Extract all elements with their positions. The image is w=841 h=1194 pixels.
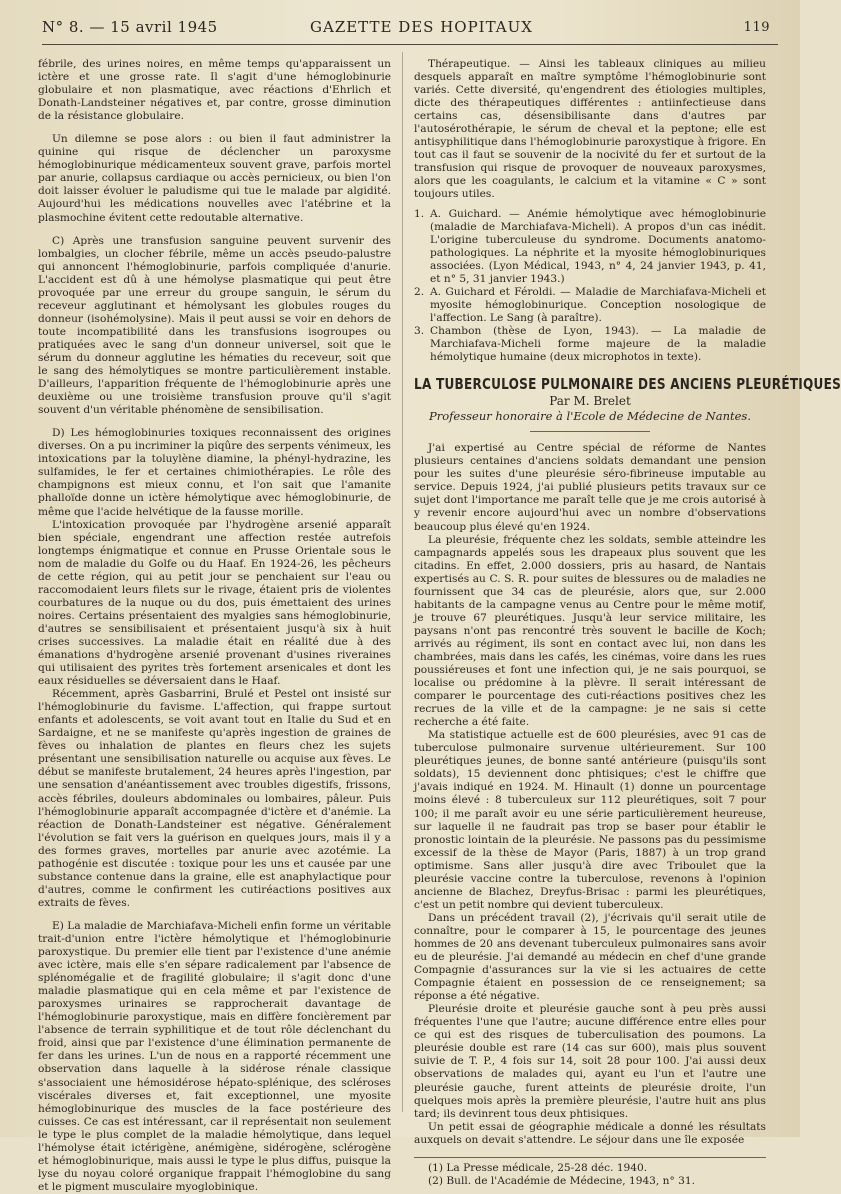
journal-title: GAZETTE DES HOPITAUX (310, 18, 533, 36)
section-e: E) La maladie de Marchiafava-Micheli enfin forme un véritable trait-d'union entre l'ictère hémolytique et l'hémoglobinurie paroxystique. Du premier elle tient par l'existence d'une anémie avec ictère, mais elle s'en sépare radicalement par l'absence de splénomégalie et de fragilité globulaire; il s'agit donc d'une maladie plasmatique qui en cela même et par l'existence de paroxysmes urinaires se rapprocherait davantage de l'hémoglobinurie paroxystique, mais en diffère foncièrement par l'absence de terrain syphilitique et de tout rôle déclenchant du froid, ainsi que par l'existence d'une élimination permanente de fer dans les urines. L'un de nous en a rapporté récemment une observation dans laquelle à la sidérose rénale classique s'associaient une hémosidérose hépato-splénique, des scléroses viscérales diverses et, fait exceptionnel, une myosite hémoglobinurique des muscles de la face postérieure des cuisses. Ce cas est intéressant, car il représentait non seulement le type le plus complet de la maladie hémolytique, dans lequel l'hémolyse était ictérigène, anémigène, sidérogène, sclérogène et hémoglobinurique, mais aussi le type le plus diffus, puisque la lyse du noyau coloré organique frappait l'hémoglobine du sang et le pigment musculaire myoglobinique. (38, 919, 391, 1193)
references-list (414, 208, 766, 365)
issue-date: N° 8. — 15 avril 1945 (42, 18, 218, 36)
article-paragraph: Ma statistique actuelle est de 600 pleurésies, avec 91 cas de tuberculose pulmonaire survenue ultérieurement. Sur 100 pleurétiques jeunes, de bonne santé antérieure (puisqu'ils sont soldats), 15 deviennent donc phtisiques; c'est le chiffre que j'avais indiqué en 1924. M. Hinault (1) donne un pourcentage moins élevé : 8 tuberculeux sur 112 pleurétiques, soit 7 pour 100; il me paraît avoir eu une série particulièrement heureuse, sur laquelle il ne faudrait pas trop se baser pour établir le pronostic lointain de la pleurésie. Ne passons pas du pessimisme excessif de la thèse de Mayor (Paris, 1887) à un trop grand optimisme. Sans aller jusqu'à dire avec Triboulet que la pleurésie vaccine contre la tuberculose, revenons à l'opinion ancienne de Blachez, Dreyfus-Brisac : parmi les pleurétiques, c'est un petit nombre qui devient tuberculeux. (414, 729, 766, 911)
paragraph: Un dilemne se pose alors : ou bien il faut administrer la quinine qui risque de déclencher un paroxysme hémoglobinurique médicamenteux souvent grave, parfois mortel par anurie, collapsus cardiaque ou accès pernicieux, ou bien l'on doit laisser évoluer le paludisme qui tue le malade par algidité. Aujourd'hui les médications nouvelles avec l'atébrine et la plasmochine évitent cette redoutable alternative. (38, 133, 391, 224)
right-column (414, 58, 841, 1188)
reference-item: 3. Chambon (thèse de Lyon, 1943). — La maladie de Marchiafava-Micheli forme majeure de la maladie hémolytique humaine (deux microphotos in texte). (414, 324, 766, 364)
column-divider (402, 52, 403, 1112)
article-paragraph: Pleurésie droite et pleurésie gauche sont à peu près aussi fréquentes l'une que l'autre; aucune différence entre elles pour ce qui est des risques de tuberculisation des poumons. La pleurésie double est rare (14 cas sur 600), mais plus souvent suivie de T. P., 4 fois sur 14, soit 28 pour 100. J'ai aussi deux observations de malades qui, ayant eu l'un et l'autre une pleurésie gauche, furent atteints de pleurésie droite, l'un quelques mois après la première pleurésie, l'autre huit ans plus tard; ils devinrent tous deux phtisiques. (414, 1003, 766, 1120)
footnote: (2) Bull. de l'Académie de Médecine, 1943, n° 31. (428, 1174, 695, 1187)
footnotes (414, 1157, 766, 1188)
section-d: D) Les hémoglobinuries toxiques reconnaissent des origines diverses. On a pu incriminer la piqûre des serpents vénimeux, les intoxications par la toluylène diamine, la phényl-hydrazine, les sulfamides, le fer et certaines chimiothérapies. Le rôle des champignons est mieux connu, et l'on sait que l'amanite phalloïde donne un ictère hémolytique avec hémoglobinurie, de même que l'acide helvétique de la fausse morille. (38, 427, 391, 518)
article-paragraph: La pleurésie, fréquente chez les soldats, semble atteindre les campagnards appelés sous les drapeaux plus souvent que les citadins. En effet, 2.000 dossiers, pris au hasard, de Nantais expertisés au C. S. R. pour suites de blessures ou de maladies ne fournissent que 34 cas de pleurésie, alors que, sur 2.000 habitants de la campagne venus au Centre pour le même motif, je trouve 67 pleurétiques. Jusqu'à leur service militaire, les paysans n'ont pas rencontré très souvent le bacille de Koch; arrivés au régiment, ils sont en contact avec lui, non dans les chambrées, mais dans les cafés, les cinémas, voire dans les rues poussiéreuses et font une infection qui, je ne sais pourquoi, se localise ou prédomine à la plèvre. Il serait intéressant de comparer le pourcentage des cuti-réactions positives chez les recrues de la ville et de la campagne: je ne sais si cette recherche a été faite. (414, 533, 766, 729)
article-paragraph: J'ai expertisé au Centre spécial de réforme de Nantes plusieurs centaines d'anciens soldats demandant une pension pour les suites d'une pleurésie séro-fibrineuse imputable au service. Depuis 1924, j'ai publié plusieurs petits travaux sur ce sujet dont l'importance me paraît telle que je me crois autorisé à y revenir encore aujourd'hui avec un nombre d'observations beaucoup plus élevé qu'en 1924. (414, 442, 766, 533)
page-number: 119 (743, 20, 770, 35)
left-column (38, 58, 391, 1194)
paragraph: Récemment, après Gasbarrini, Brulé et Pestel ont insisté sur l'hémoglobinurie du favisme. L'affection, qui frappe surtout enfants et adolescents, se voit avant tout en Italie du Sud et en Sardaigne, et ne se manifeste qu'après ingestion de graines de fèves ou inhalation de plantes en fleurs chez les sujets présentant une sensibilisation naturelle ou acquise aux fèves. Le début se manifeste brutalement, 24 heures après l'ingestion, par une sensation d'anéantissement avec troubles digestifs, frissons, accès fébriles, douleurs abdominales ou lombaires, pâleur. Puis l'hémoglobinurie apparaît accompagnée d'ictère et d'anémie. La réaction de Donath-Landsteiner est négative. Généralement l'évolution se fait vers la guérison en quelques jours, mais il y a des formes graves, mortelles par anurie avec azotémie. La pathogénie est discutée : toxique pour les uns et causée par une substance contenue dans la graine, elle est anaphylactique pour d'autres, comme le confirment les cutiréactions positives aux extraits de fèves. (38, 688, 391, 909)
article-author: Par M. Brelet (549, 394, 631, 409)
article-title: LA TUBERCULOSE PULMONAIRE DES ANCIENS PLEURÉTIQUES (414, 375, 841, 394)
reference-item: 1. A. Guichard. — Anémie hémolytique avec hémoglobinurie (maladie de Marchiafava-Micheli). A propos d'un cas inédit. L'origine tuberculeuse du syndrome. Documents anatomo-pathologiques. La néphrite et la myosite hémoglobinuriques associées. (Lyon Médical, 1943, n° 4, 24 janvier 1943, p. 41, et n° 5, 31 janvier 1943.) (414, 207, 766, 285)
page-header (42, 14, 778, 42)
header-rule (42, 44, 778, 45)
footnote: (1) La Presse médicale, 25-28 déc. 1940. (428, 1161, 648, 1174)
paragraph: fébrile, des urines noires, en même temps qu'apparaissent un ictère et une grosse rate. Il s'agit d'une hémoglobinurie globulaire et non plasmatique, avec réactions d'Ehrlich et Donath-Landsteiner négatives et, par contre, grosse diminution de la résistance globulaire. (38, 58, 391, 123)
article-paragraph: Dans un précédent travail (2), j'écrivais qu'il serait utile de connaître, pour le comparer à 15, le pourcentage des jeunes hommes de 20 ans devenant tuberculeux pulmonaires sans avoir eu de pleurésie. J'ai demandé au médecin en chef d'une grande Compagnie d'assurances sur la vie si les actuaires de cette Compagnie étaient en possession de ce renseignement; sa réponse a été négative. (414, 911, 766, 1003)
section-c: C) Après une transfusion sanguine peuvent survenir des lombalgies, un clocher fébrile, même un accès pseudo-palustre qui annoncent l'hémoglobinurie, parfois compliquée d'anurie. L'accident est dû à une hémolyse plasmatique qui peut être provoquée par une erreur du groupe sanguin, le sérum du receveur agglutinant et hémolysant les globules rouges du donneur (isohémolysine). Mais il peut aussi se voir en dehors de toute incompatibilité dans les transfusions isogroupes ou pratiquées avec le sang d'un donneur universel, soit que le sérum du donneur agglutine les hématies du receveur, soit que le sang des hémolytiques se montre particulièrement instable. D'ailleurs, l'apparition fréquente de l'hémoglobinurie après une deuxième ou une troisième transfusion prouve qu'il s'agit souvent d'un véritable phénomène de sensibilisation. (38, 234, 391, 417)
therapeutique-paragraph: Thérapeutique. — Ainsi les tableaux cliniques au milieu desquels apparaît en maître symptôme l'hémoglobinurie sont variés. Cette diversité, qu'engendrent des étiologies multiples, dicte des thérapeutiques différentes : antiinfectieuse dans certains cas, désensibilisante dans d'autres par l'autosérothérapie, le sérum de cheval et la peptone; elle est antisyphilitique dans l'hémoglobinurie paroxystique à frigore. En tout cas il faut se souvenir de la nocivité du fer et surtout de la transfusion qui risque de provoquer de nouveaux paroxysmes, alors que les coagulants, le calcium et la vitamine « C » sont toujours utiles. (414, 58, 766, 201)
author-affiliation: Professeur honoraire à l'Ecole de Médecine de Nantes. (429, 409, 751, 424)
reference-item: 2. A. Guichard et Féroldi. — Maladie de Marchiafava-Micheli et myosite hémoglobinurique. Conception nosologique de l'affection. Le Sang (à paraître). (414, 285, 766, 324)
article-rule (530, 431, 650, 432)
paragraph: L'intoxication provoquée par l'hydrogène arsenié apparaît bien spéciale, engendrant une affection restée autrefois longtemps énigmatique et connue en Prusse Orientale sous le nom de maladie du Golfe ou du Haaf. En 1924-26, les pêcheurs de cette région, qui au petit jour se penchaient sur l'eau ou raccomodaient leurs filets sur le rivage, étaient pris de violentes courbatures de la nuque ou du dos, puis émettaient des urines noires. Certains présentaient des myalgies sans hémoglobinurie, d'autres se sensibilisaient et présentaient jusqu'à six à huit crises successives. La maladie était en réalité due à des émanations d'hydrogène arsenié provenant d'usines riveraines qui utilisaient des pyrites très fortement arsenicales et dont les eaux résiduelles se déversaient dans le Haaf. (38, 518, 391, 688)
article-paragraph: Un petit essai de géographie médicale a donné les résultats auxquels on devait s'attendre. Le séjour dans une île exposée (414, 1120, 766, 1146)
